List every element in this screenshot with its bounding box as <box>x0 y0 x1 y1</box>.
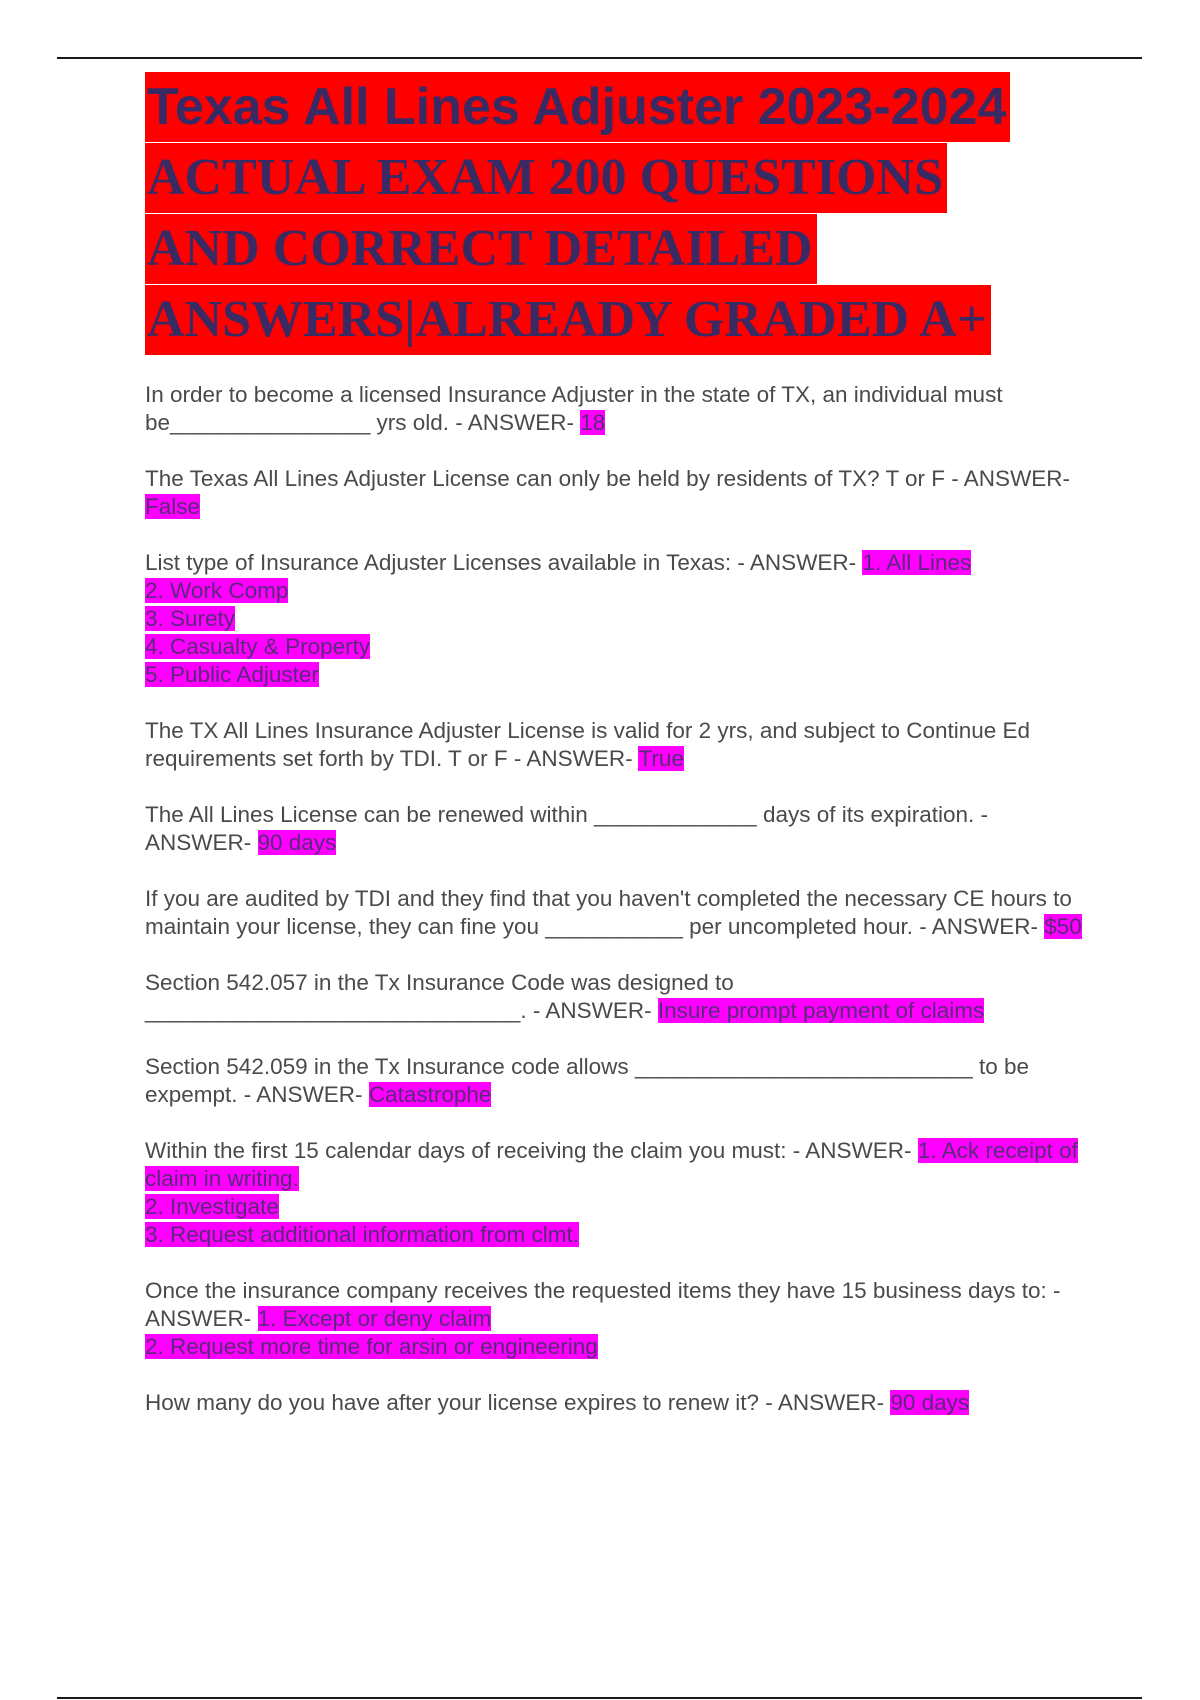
question-text: Section 542.059 in the Tx Insurance code allows ___________________________ to be expempt. - ANSWER- <box>145 1054 1030 1107</box>
qa-item <box>145 1389 1085 1417</box>
qa-list <box>145 381 1085 1417</box>
qa-item <box>145 969 1085 1025</box>
question-text: List type of Insurance Adjuster Licenses available in Texas: - ANSWER- <box>145 550 863 575</box>
title-line-3: AND CORRECT DETAILED <box>145 214 817 284</box>
qa-item <box>145 1053 1085 1109</box>
answer-highlight: 2. Work Comp <box>145 578 289 603</box>
title-line-2: ACTUAL EXAM 200 QUESTIONS <box>145 143 947 213</box>
answer-highlight: 18 <box>580 410 606 435</box>
answer-highlight: 90 days <box>890 1390 970 1415</box>
qa-item <box>145 1137 1085 1249</box>
question-text: Section 542.057 in the Tx Insurance Code was designed to ______________________________. - ANSWER- <box>145 970 734 1023</box>
question-text: In order to become a licensed Insurance Adjuster in the state of TX, an individual must be________________ yrs old. - ANSWER- <box>145 382 1003 435</box>
qa-item <box>145 885 1085 941</box>
answer-highlight: True <box>638 746 684 771</box>
question-text: How many do you have after your license expires to renew it? - ANSWER- <box>145 1390 891 1415</box>
answer-highlight: Catastrophe <box>368 1082 492 1107</box>
qa-item <box>145 1277 1085 1361</box>
answer-highlight: 1. Except or deny claim <box>257 1306 492 1331</box>
top-rule <box>57 57 1142 59</box>
answer-highlight: 1. All Lines <box>862 550 972 575</box>
answer-highlight: 3. Request additional information from clmt. <box>145 1222 579 1247</box>
answer-highlight: 5. Public Adjuster <box>145 662 319 687</box>
qa-item <box>145 549 1085 689</box>
answer-highlight: 2. Investigate <box>145 1194 279 1219</box>
qa-item <box>145 717 1085 773</box>
title-line-4: ANSWERS|ALREADY GRADED A+ <box>145 285 991 355</box>
answer-highlight: 4. Casualty & Property <box>145 634 371 659</box>
answer-highlight: $50 <box>1044 914 1082 939</box>
document-body <box>145 72 1085 1445</box>
bottom-rule <box>57 1697 1142 1699</box>
question-text: The TX All Lines Insurance Adjuster License is valid for 2 yrs, and subject to Continue Ed requirements set forth by TDI. T or F - ANSWER- <box>145 718 1031 771</box>
document-title <box>145 72 1085 355</box>
answer-highlight: 90 days <box>257 830 337 855</box>
qa-item <box>145 381 1085 437</box>
question-text: The All Lines License can be renewed within _____________ days of its expiration. - ANSWER- <box>145 802 989 855</box>
answer-highlight: Insure prompt payment of claims <box>657 998 985 1023</box>
question-text: Once the insurance company receives the requested items they have 15 business days to: - ANSWER- <box>145 1278 1061 1331</box>
answer-highlight: 2. Request more time for arsin or engineering <box>145 1334 598 1359</box>
question-text: The Texas All Lines Adjuster License can only be held by residents of TX? T or F - ANSWER- <box>145 466 1071 491</box>
title-line-1: Texas All Lines Adjuster 2023-2024 <box>145 72 1010 142</box>
answer-highlight: 3. Surety <box>145 606 236 631</box>
qa-item <box>145 801 1085 857</box>
question-text: Within the first 15 calendar days of receiving the claim you must: - ANSWER- <box>145 1138 918 1163</box>
answer-highlight: 1. Ack receipt of claim in writing. <box>145 1138 1078 1191</box>
qa-item <box>145 465 1085 521</box>
answer-highlight: False <box>145 494 201 519</box>
question-text: If you are audited by TDI and they find that you haven't completed the necessary CE hours to maintain your license, they can fine you ___________ per uncompleted hour. - ANSWER- <box>145 886 1072 939</box>
